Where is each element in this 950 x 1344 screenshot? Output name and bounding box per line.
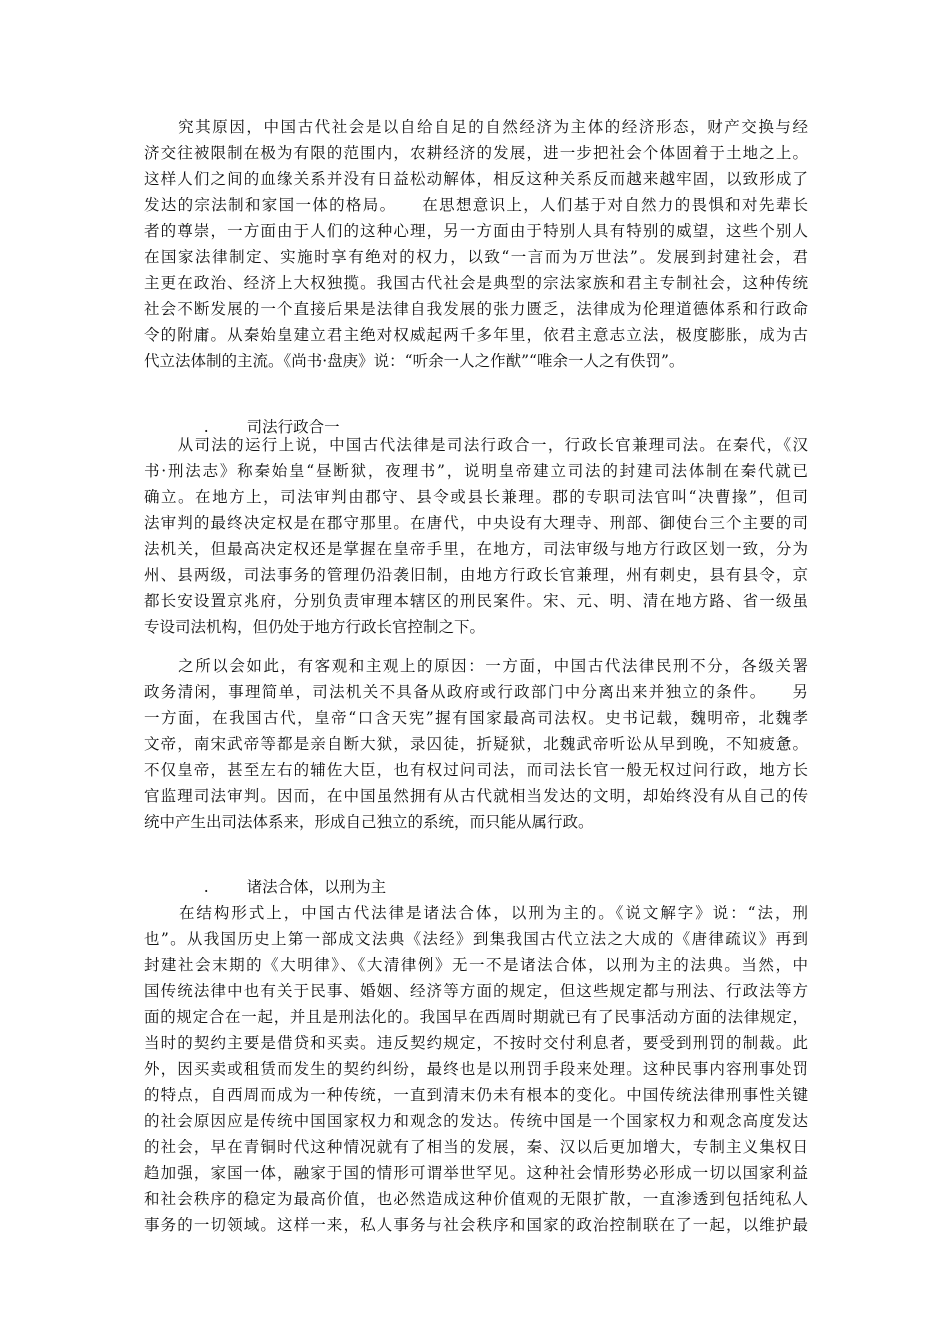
text-line: 当时的契约主要是借贷和买卖。违反契约规定，不按时交付利息者，要受到刑罚的制裁。此 (144, 1034, 808, 1052)
text-line: 者的尊崇，一方面由于人们的这种心理，另一方面由于特别人具有特别的威望，这些个别人 (144, 222, 808, 240)
text-line: 封建社会末期的《大明律》、《大清律例》无一不是诸法合体，以刑为主的法典。当然，中 (144, 956, 808, 974)
text-line: 社会不断发展的一个直接后果是法律自我发展的张力匮乏，法律成为伦理道德体系和行政命 (144, 300, 808, 318)
text-line: 面的规定合在一起，并且是刑法化的。我国早在西周时期就已有了民事活动方面的法律规定， (144, 1008, 808, 1026)
text-line: 究其原因，中国古代社会是以自给自足的自然经济为主体的经济形态，财产交换与经 (144, 118, 808, 136)
text-line: 州、县两级，司法事务的管理仍沿袭旧制，由地方行政长官兼理，州有刺史，县有县令，京 (144, 566, 808, 584)
text-line: 法审判的最终决定权是在郡守那里。在唐代，中央设有大理寺、刑部、御使台三个主要的司 (144, 514, 808, 532)
text-line: 济交往被限制在极为有限的范围内，农耕经济的发展，进一步把社会个体固着于土地之上。 (144, 144, 808, 162)
text-line: 代立法体制的主流。《尚书·盘庚》说：“听余一人之作猷”“唯余一人之有佚罚”。 (144, 352, 685, 370)
text-line: 的社会原因应是传统中国国家权力和观念的发达。传统中国是一个国家权力和观念高度发达 (144, 1112, 808, 1130)
text-line: 的特点，自西周而成为一种传统，一直到清末仍未有根本的变化。中国传统法律刑事性关键 (144, 1086, 808, 1104)
text-line: 事务的一切领域。这样一来，私人事务与社会秩序和国家的政治控制联在了一起，以维护最 (144, 1216, 808, 1234)
section-heading-unified-laws (184, 848, 387, 896)
text-line: 的社会，早在青铜时代这种情况就有了相当的发展，秦、汉以后更加增大，专制主义集权日 (144, 1138, 808, 1156)
text-line: 外，因买卖或租赁而发生的契约纠纷，最终也是以刑罚手段来处理。这种民事内容刑事处罚 (144, 1060, 808, 1078)
paragraph-judicial-operation (144, 432, 808, 640)
text-line: 在国家法律制定、实施时享有绝对的权力，以致“一言而为万世法”。发展到封建社会，君 (144, 248, 808, 266)
text-line: 主更在政治、经济上大权独揽。我国古代社会是典型的宗法家族和君主专制社会，这种传统 (144, 274, 808, 292)
text-line: 趋加强，家国一体，融家于国的情形可谓举世罕见。这种社会情形势必形成一切以国家利益 (144, 1164, 808, 1182)
heading-marker: . (203, 878, 209, 896)
text-line: 在结构形式上，中国古代法律是诸法合体，以刑为主的。《说文解字》说：“法，刑 (144, 904, 808, 922)
paragraph-structure (144, 900, 808, 1238)
text-line: 文帝，南宋武帝等都是亲自断大狱，录囚徒，折疑狱，北魏武帝听讼从早到晚，不知疲惫。 (144, 735, 808, 753)
text-line: 一方面，在我国古代，皇帝“口含天宪”握有国家最高司法权。史书记载，魏明帝，北魏孝 (144, 709, 808, 727)
paragraph-origin (144, 114, 808, 374)
section-heading-judicial-administrative (184, 388, 340, 436)
text-line: 和社会秩序的稳定为最高价值，也必然造成这种价值观的无限扩散，一直渗透到包括纯私人 (144, 1190, 808, 1208)
text-line: 统中产生出司法体系来，形成自己独立的系统，而只能从属行政。 (144, 813, 594, 831)
text-line: 书·刑法志》称秦始皇“昼断狱，夜理书”，说明皇帝建立司法的封建司法体制在秦代就已 (144, 462, 808, 480)
text-line: 也”。从我国历史上第一部成文法典《法经》到集我国古代立法之大成的《唐律疏议》再到 (144, 930, 808, 948)
text-line: 官监理司法审判。因而，在中国虽然拥有从古代就相当发达的文明，却始终没有从自己的传 (144, 787, 808, 805)
heading-title: 诸法合体，以刑为主 (246, 878, 387, 896)
text-line: 发达的宗法制和家国一体的格局。 在思想意识上，人们基于对自然力的畏惧和对先辈长 (144, 196, 808, 214)
text-line: 令的附庸。从秦始皇建立君主绝对权威起两千多年里，依君主意志立法，极度膨胀，成为古 (144, 326, 808, 344)
text-line: 专设司法机构，但仍处于地方行政长官控制之下。 (144, 618, 486, 636)
heading-title: 司法行政合一 (246, 418, 340, 436)
text-line: 之所以会如此，有客观和主观上的原因：一方面，中国古代法律民刑不分，各级关署 (144, 657, 808, 675)
text-line: 确立。在地方上，司法审判由郡守、县令或县长兼理。郡的专职司法官叫“决曹掾”，但司 (144, 488, 808, 506)
text-line: 政务清闲，事理简单，司法机关不具备从政府或行政部门中分离出来并独立的条件。 另 (144, 683, 808, 701)
text-line: 不仅皇帝，甚至左右的辅佐大臣，也有权过问司法，而司法长官一般无权过问行政，地方长 (144, 761, 808, 779)
heading-marker: . (203, 418, 209, 436)
paragraph-reasons (144, 653, 808, 835)
text-line: 都长安设置京兆府，分别负责审理本辖区的刑民案件。宋、元、明、清在地方路、省一级虽 (144, 592, 808, 610)
text-line: 这样人们之间的血缘关系并没有日益松动解体，相反这种关系反而越来越牢固，以致形成了 (144, 170, 808, 188)
text-line: 法机关，但最高决定权还是掌握在皇帝手里，在地方，司法审级与地方行政区划一致，分为 (144, 540, 808, 558)
text-line: 从司法的运行上说，中国古代法律是司法行政合一，行政长官兼理司法。在秦代，《汉 (144, 436, 808, 454)
text-line: 国传统法律中也有关于民事、婚姻、经济等方面的规定，但这些规定都与刑法、行政法等方 (144, 982, 808, 1000)
